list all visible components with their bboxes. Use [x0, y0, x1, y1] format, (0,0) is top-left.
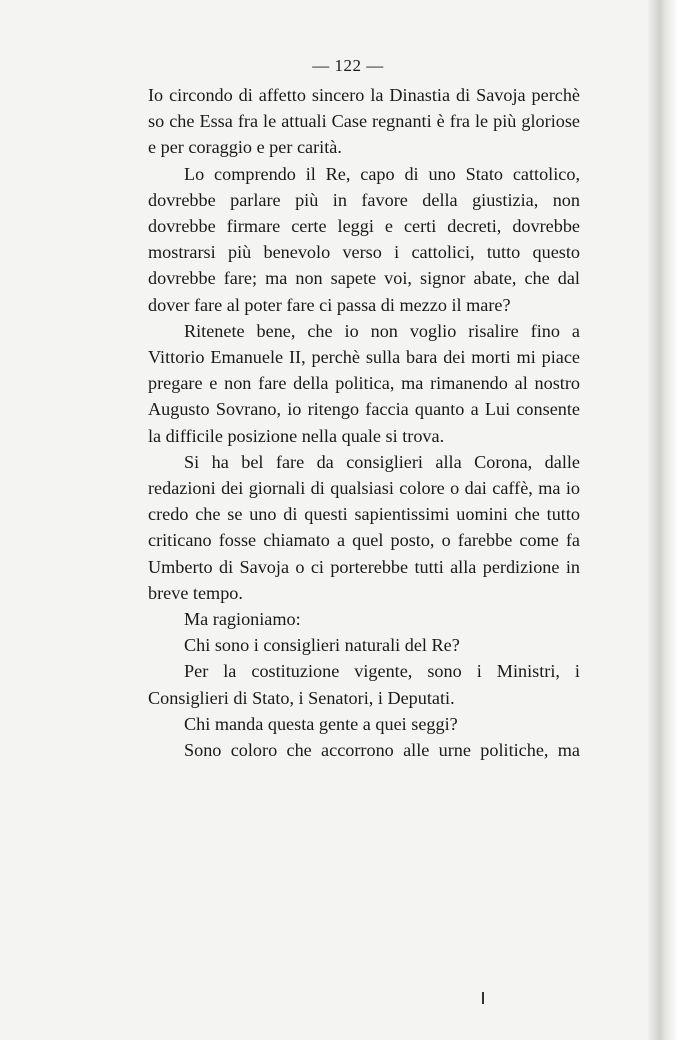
body-text: [148, 82, 580, 763]
paragraph: Chi sono i consiglieri naturali del Re?: [184, 635, 460, 656]
paragraph: Ritenete bene, che io non voglio risalire fino a Vittorio Emanuele II, perchè sulla bara dei morti mi piace pregare e non fare della politica, ma rimanendo al nostro Augusto Sovrano, io ritengo faccia quanto a Lui consente la difficile posizione nella quale si trova.: [148, 320, 580, 446]
paragraph: Io circondo di affetto sincero la Dinastia di Savoja perchè so che Essa fra le attuali Case regnanti è fra le più gloriose e per coraggio e per carità.: [148, 85, 580, 158]
page-edge-shadow: [648, 0, 696, 1040]
paragraph: Per la costituzione vigente, sono i Ministri, i Consiglieri di Stato, i Senatori, i Deputati.: [148, 661, 580, 708]
paragraph: Chi manda questa gente a quei seggi?: [184, 713, 458, 734]
paragraph: Sono coloro che accorrono alle urne politiche, ma: [184, 740, 580, 761]
page-number: — 122 —: [312, 56, 384, 75]
print-mark: [482, 992, 484, 1004]
paragraph: Ma ragioniamo:: [184, 609, 301, 630]
paragraph: Si ha bel fare da consiglieri alla Corona, dalle redazioni dei giornali di qualsiasi colore o dai caffè, ma io credo che se uno di questi sapientissimi uomini che tutto criticano fosse chiamato a quel posto, o farebbe come fa Umberto di Savoja o ci porterebbe tutti alla perdizione in breve tempo.: [148, 451, 580, 603]
paragraph: Lo comprendo il Re, capo di uno Stato cattolico, dovrebbe parlare più in favore della giustizia, non dovrebbe firmare certe leggi e certi decreti, dovrebbe mostrarsi più benevolo verso i cattolici, tutto questo dovrebbe fare; ma non sapete voi, signor abate, che dal dover fare al poter fare ci passa di mezzo il mare?: [148, 163, 580, 315]
